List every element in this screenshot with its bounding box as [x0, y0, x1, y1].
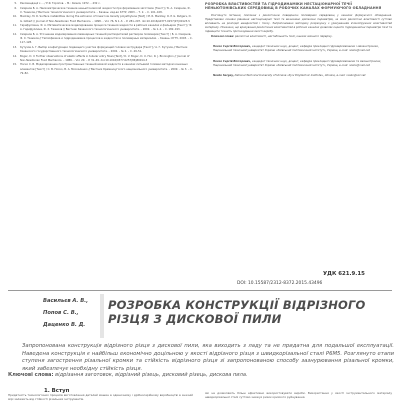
author-info-text: кандидат технічних наук, доцент, кафедра прикладної гідроаеромеханіки та механотроніки, Національний технічний університет України «Київський політехнічний інститут», Україна, e-mail: nosko@mail.net [213, 59, 382, 67]
reference-text: Boger, D. V. Further observations of elastic effects in tubular entry flows [Text] / D. V. Boger, D. U. Hur, R. J. Binnington // Journal of Non-Newtonian Fluid Mechanics. – 1986. – Vol. 20. – P. 31–49. doi:10.1016/0377-0257(86)80014-3 [20, 54, 190, 62]
right-keywords-text: реологічні властивості, нестабільність течії, канали змінного перерізу. [235, 35, 333, 39]
reference-text: Смирнов Б. А. Неизометрическое течение неньютоновской жидкости при формовании заготовок [Текст] / Б. А. Смирнов, Ф. Х. Тазюков // Вестник технологического университета. – Казань: изд-во КГТУ, 2003. – Т. 2. – С. 101–108. [20, 6, 191, 14]
reference-text: Смирнов Б. А. Уточнение моделирования ламинарных течений растворителей растворов полимеров [Текст] / Б. А. Смирнов, Ф. Х. Тазюков // Теплофизика и гидродинамика процессов в жидкостях и полимерных материалах. – Казань: КГТУ, 2003. – С. 117–128. [20, 33, 193, 45]
keywords-text: відрізання заготовок, відрізний різець, дисковий різець, дискова пила. [55, 372, 248, 378]
article-authors [43, 295, 88, 331]
reference-item [8, 24, 193, 32]
section-heading: 1. Вступ [44, 388, 70, 394]
author-info-entry [213, 45, 392, 53]
right-abstract-text: Розглянуто питання, пов'язані з реологічною поведінкою полімерних середовищ у каналах формуючого обладнання. Представлені основні рівняння нестаціонарної течії та визначено діапазони параметрів, за яких реологічні властивості суттєво впливають на розподіл швидкостей і тиску. Запропоновано методику розрахунку з урахуванням в'язкопружних властивостей матеріалу. Показано, що врахування реологічних властивостей в робочих каналах дозволяє оцінити гідродинамічні параметри течії та підвищити точність прогнозування якості виробу. [205, 13, 392, 34]
reference-item [8, 46, 193, 54]
reference-item [8, 63, 193, 75]
article-abstract: Запропонована конструкція відрізного різця з дискової пили, яка виходить з ладу та не придатна для подальшої експлуатації. Наведена конструкція є найбільш економічно доцільною у якості відрізного різця з швидкорізальної сталі Р6М5. Розглянуто етапи ступеня загострення різальної кромки та стійкість відрізного різця зі запропонованою способу зазнурювання різальної кромки, який забезпечує необхідну стійкість різця. [22, 343, 394, 372]
reference-text: Носко С. В. Моделирование пространственных течений вязкой жидкости в каналах литьевой головки методом конечных элементов [Текст] / С. В. Носко, В. А. Москаленко // Вестник Кременчугского национального университета. – 2009. – № 3. – С. 79–82. [20, 63, 193, 75]
reference-number: 10. [12, 15, 17, 19]
reference-item [8, 7, 193, 15]
reference-item [8, 55, 193, 63]
reference-number: 11. [12, 24, 17, 28]
udk-code: УДК 621.9.15 [323, 271, 365, 277]
reference-item [8, 33, 193, 45]
author-1: Васильєв А. В., [43, 298, 89, 304]
article-title: РОЗРОБКА КОНСТРУКЦІЇ ВІДРІЗНОГО РІЗЦЯ З ДИСКОВОЇ ПИЛИ [108, 298, 366, 326]
right-column [205, 2, 392, 84]
author-info-box [213, 45, 392, 77]
reference-text: Рекомендації з ... / Р.Я. Торопов. – М.: Химия, 1972. – 432 с. [20, 2, 101, 5]
author-info-text: кандидат технічних наук, доцент, кафедра прикладної гідроаеромеханіки і механотроніки, Національний технічний університет України «Київський політехнічний інститут», Україна, e-mail: nosko@mail.net [213, 45, 379, 53]
right-abstract-title: РОЗРОБКА ВЛАСТИВОСТЕЙ ТА ГІДРОДИНАМІКИ НЕСТАЦІОНАРНОЇ ТЕЧІЇ НЕНЬЮТОНІВСЬКИХ СЕРЕДОВИЩ В РОБОЧИХ КАНАЛАХ ФОРМУЮЧОГО ОБЛАДНАННЯ [205, 2, 382, 11]
right-keywords [205, 35, 392, 39]
reference-number: 6. [14, 6, 17, 10]
reference-number: 5. [14, 2, 17, 5]
reference-item [8, 15, 193, 23]
reference-number: 12. [12, 33, 17, 37]
reference-item [8, 2, 193, 6]
author-2: Попов С. В., [43, 310, 79, 316]
author-info-entry [213, 74, 392, 78]
references-list [8, 2, 193, 76]
reference-number: 13. [12, 45, 17, 49]
body-text-left: Придатність технологічних процесів виготовлення деталей машин в одиничному і дрібносерійному виробництві в значній мірі залежить від стійкості різальних інструментів. [8, 393, 193, 401]
reference-number: 15. [12, 63, 17, 67]
article-keywords [8, 372, 398, 379]
author-info-entry [213, 60, 392, 68]
doi-link[interactable]: DOI: 10.15587/2312-8372.2015.43496 [237, 281, 323, 286]
reference-number: 14. [12, 54, 17, 58]
reference-text: Mackley, M. R. Surface instabilities during the extrusion of linear low density polyethylene [Text] / M. R. Mackley, R. P. G. Rutgers, D. G. Gilbert // Journal of Non-Newtonian Fluid Mechanics. – 1998. – Vol. 76, N 1–3. – P. 281–297. doi:10.1016/s0377-0257(97)00123-5 [20, 15, 192, 23]
right-abstract [205, 14, 392, 34]
author-3: Даценко В. Д. [43, 322, 86, 328]
right-keywords-label: Ключові слова: [211, 35, 235, 39]
reference-text: Гарифуллина, Ф. А. Математическое моделирование процесса течения жидкости в рабочих каналах и фильерах [Текст] / Ф. А. Гарифуллина, Ф. Х. Тазюков // Вестник Казанского технологического университета. – 2002. – № 1–2. – С. 182–193. [20, 24, 193, 32]
title-accent-bar [100, 294, 104, 338]
author-info-text: National Technical University of Ukraine «Kyiv Polytechnic Institute», Ukraine, e-mail: nosko@ukr.net [234, 73, 366, 77]
header-divider [8, 290, 392, 291]
reference-text: Кутузов А. Г. Выбор конфигурации подающего участка формующей головки экструдера [Текст] / А. Г. Кутузов // Вестник Казанского государственного технологического университета. – 2002. – № 2. – С. 49–51. [20, 45, 188, 53]
author-info-name: Носко Сергій Вікторович, [213, 45, 252, 49]
keywords-label: Ключові слова: [8, 372, 54, 378]
body-text-right: які не дозволяють більш ефективно використовувати вироби. Використання у якості інструментального матеріалу швидкорізальної сталі суттєво знижує ризик крихкого руйнування. [205, 391, 392, 399]
author-info-name: Nosko Sergey, [213, 73, 234, 77]
author-info-name: Носко Сергій Вікторович, [213, 59, 252, 63]
